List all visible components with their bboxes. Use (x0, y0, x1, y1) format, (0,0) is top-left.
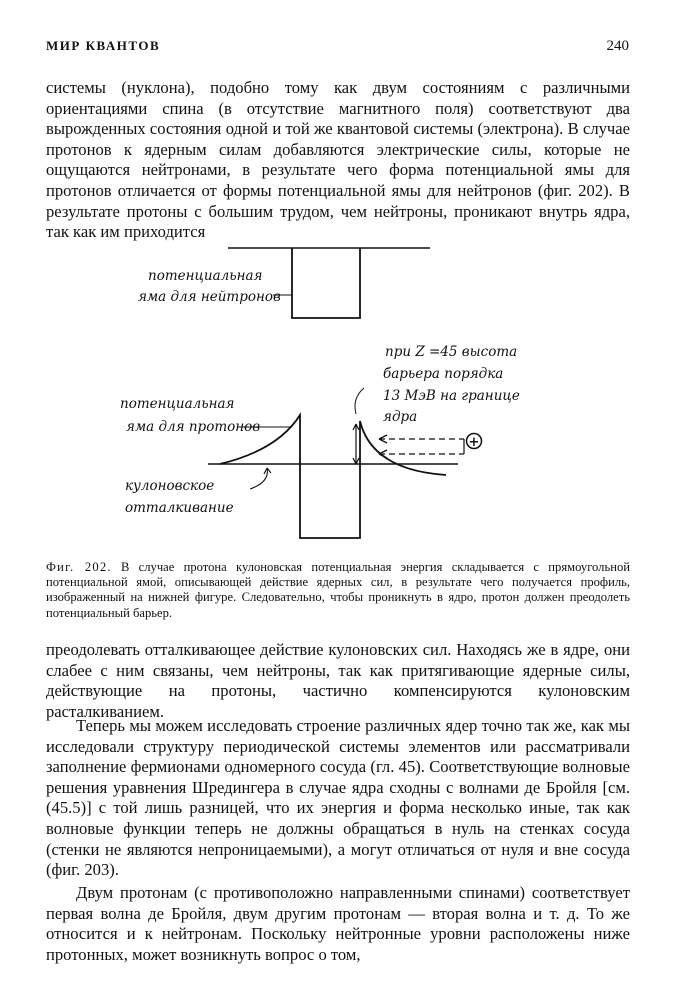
figure-caption (46, 560, 630, 621)
caption-lead: Фиг. 202. (46, 560, 112, 574)
barrier-label-line3: 13 МэВ на границе (383, 388, 520, 404)
coulomb-label-line1: кулоновское (125, 478, 215, 494)
potential-well-diagram (120, 238, 640, 558)
barrier-label-line1: при Z =45 высота (385, 344, 518, 360)
neutron-well-label-line1: потенциальная (148, 268, 263, 284)
proton-symbol: + (468, 435, 480, 450)
body-paragraph-4: Двум протонам (с противоположно направленными спинами) соответствует первая волна де Бройля, двум другим протонам — вторая волна и т. д. То же относится и к нейтронам. Поскольку нейтронные уровни расположены ниже протонных, может возникнуть вопрос о том, (46, 883, 630, 964)
page-number: 240 (606, 38, 629, 54)
running-head-title: МИР КВАНТОВ (46, 38, 161, 53)
neutron-well-label-line2: яма для нейтронов (138, 289, 281, 305)
barrier-label-line4: ядра (383, 409, 418, 425)
figure-202 (120, 238, 640, 558)
coulomb-tail (360, 421, 446, 475)
body-paragraph-2: преодолевать отталкивающее действие кулоновских сил. Находясь же в ядре, они слабее с ним связаны, чем нейтроны, так как притягивающие ядерные силы, действующие на протоны, частично компенсируются кулоновским расталкиванием. (46, 640, 630, 721)
neutron-well (292, 248, 360, 318)
coulomb-pointer (250, 468, 267, 489)
proton-well-label-line2: яма для протонов (126, 419, 261, 435)
caption-text: В случае протона кулоновская потенциальная энергия складывается с прямоугольной потенциальной ямой, описывающей действие ядерных сил, в результате чего получается профиль, изображенный на нижней фигуре. Следовательно, чтобы проникнуть в ядро, протон должен преодолеть потенциальный барьер. (46, 560, 630, 620)
coulomb-label-line2: отталкивание (125, 500, 234, 516)
barrier-label-line2: барьера порядка (383, 366, 504, 382)
body-paragraph-1: системы (нуклона), подобно тому как двум состояниям с различными ориентациями спина (в отсутствие магнитного поля) соответствуют два вырожденных состояния одной и той же квантовой системы (электрона). В случае протонов к ядерным силам добавляются электрические силы, которые не ощущаются нейтронами, в результате чего форма потенциальной ямы для протонов отличается от формы потенциальной ямы для нейтронов (фиг. 202). В результате протоны с большим трудом, чем нейтроны, проникают внутрь ядра, так как им приходится (46, 78, 630, 242)
body-paragraph-3: Теперь мы можем исследовать строение различных ядер точно так же, как мы исследовали структуру периодической системы элементов или рассматривали заполнение фермионами одномерного сосуда (гл. 45). Соответствующие волновые решения уравнения Шредингера в случае ядра сходны с волнами де Бройля [см. (45.5)] с той лишь разницей, что их энергия и форма несколько иные, так как волновые функции теперь не должны обращаться в нуль на стенках сосуда (стенки не являются непроницаемыми), а могут отличаться от нуля и вне сосуда (фиг. 203). (46, 716, 630, 880)
proton-well-label-line1: потенциальная (120, 396, 235, 412)
running-head (46, 38, 629, 58)
barrier-label-pointer (355, 388, 364, 414)
